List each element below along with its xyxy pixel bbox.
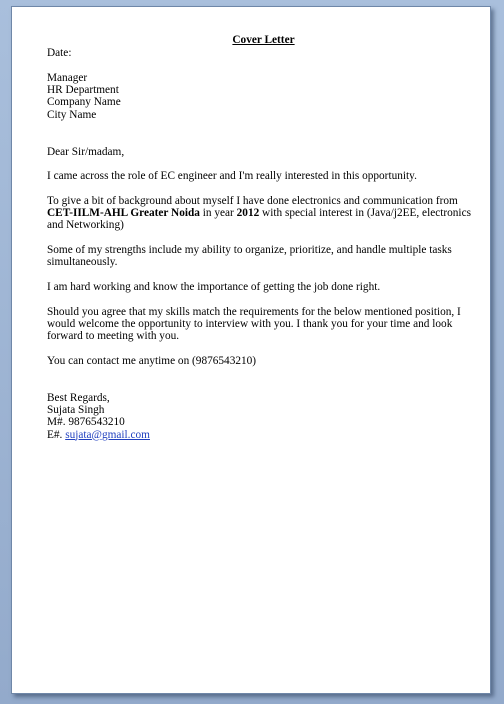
email-label: E#. <box>47 428 66 441</box>
graduation-year: 2012 <box>236 207 260 220</box>
paragraph-contact: You can contact me anytime on (9876543210) <box>47 354 257 367</box>
salutation: Dear Sir/madam, <box>47 145 125 158</box>
paragraph-background <box>47 195 472 232</box>
background-text-post: with special interest in (Java/j2EE, electronics and Networking) <box>47 207 471 232</box>
paragraph-strengths: Some of my strengths include my ability to organize, prioritize, and handle multiple tasks simultaneously. <box>47 244 452 269</box>
letter-body <box>47 34 472 441</box>
email-line <box>47 429 472 441</box>
recipient-line-3: Company Name <box>47 96 121 109</box>
letter-title: Cover Letter <box>232 34 295 46</box>
paragraph-intro: I came across the role of EC engineer and I'm really interested in this opportunity. <box>47 170 417 183</box>
document-page[interactable] <box>11 6 491 694</box>
mobile-number: M#. 9876543210 <box>47 416 125 429</box>
background-text-mid: in year <box>199 207 237 220</box>
paragraph-work-ethic: I am hard working and know the importance of getting the job done right. <box>47 280 381 293</box>
background-text-pre: To give a bit of background about myself I have done electronics and communication from <box>47 194 458 207</box>
recipient-line-2: HR Department <box>47 84 119 97</box>
signature-name: Sujata Singh <box>47 403 105 416</box>
recipient-line-4: City Name <box>47 108 97 121</box>
paragraph-interview: Should you agree that my skills match the requirements for the below mentioned position, I would welcome the opportunity to interview with you. I thank you for your time and look forward to meeting with you. <box>47 305 461 343</box>
email-link[interactable]: sujata@gmail.com <box>65 428 150 441</box>
date-label: Date: <box>47 47 72 60</box>
recipient-line-1: Manager <box>47 71 88 84</box>
college-name: CET-IILM-AHL Greater Noida <box>47 207 200 220</box>
closing: Best Regards, <box>47 391 110 404</box>
